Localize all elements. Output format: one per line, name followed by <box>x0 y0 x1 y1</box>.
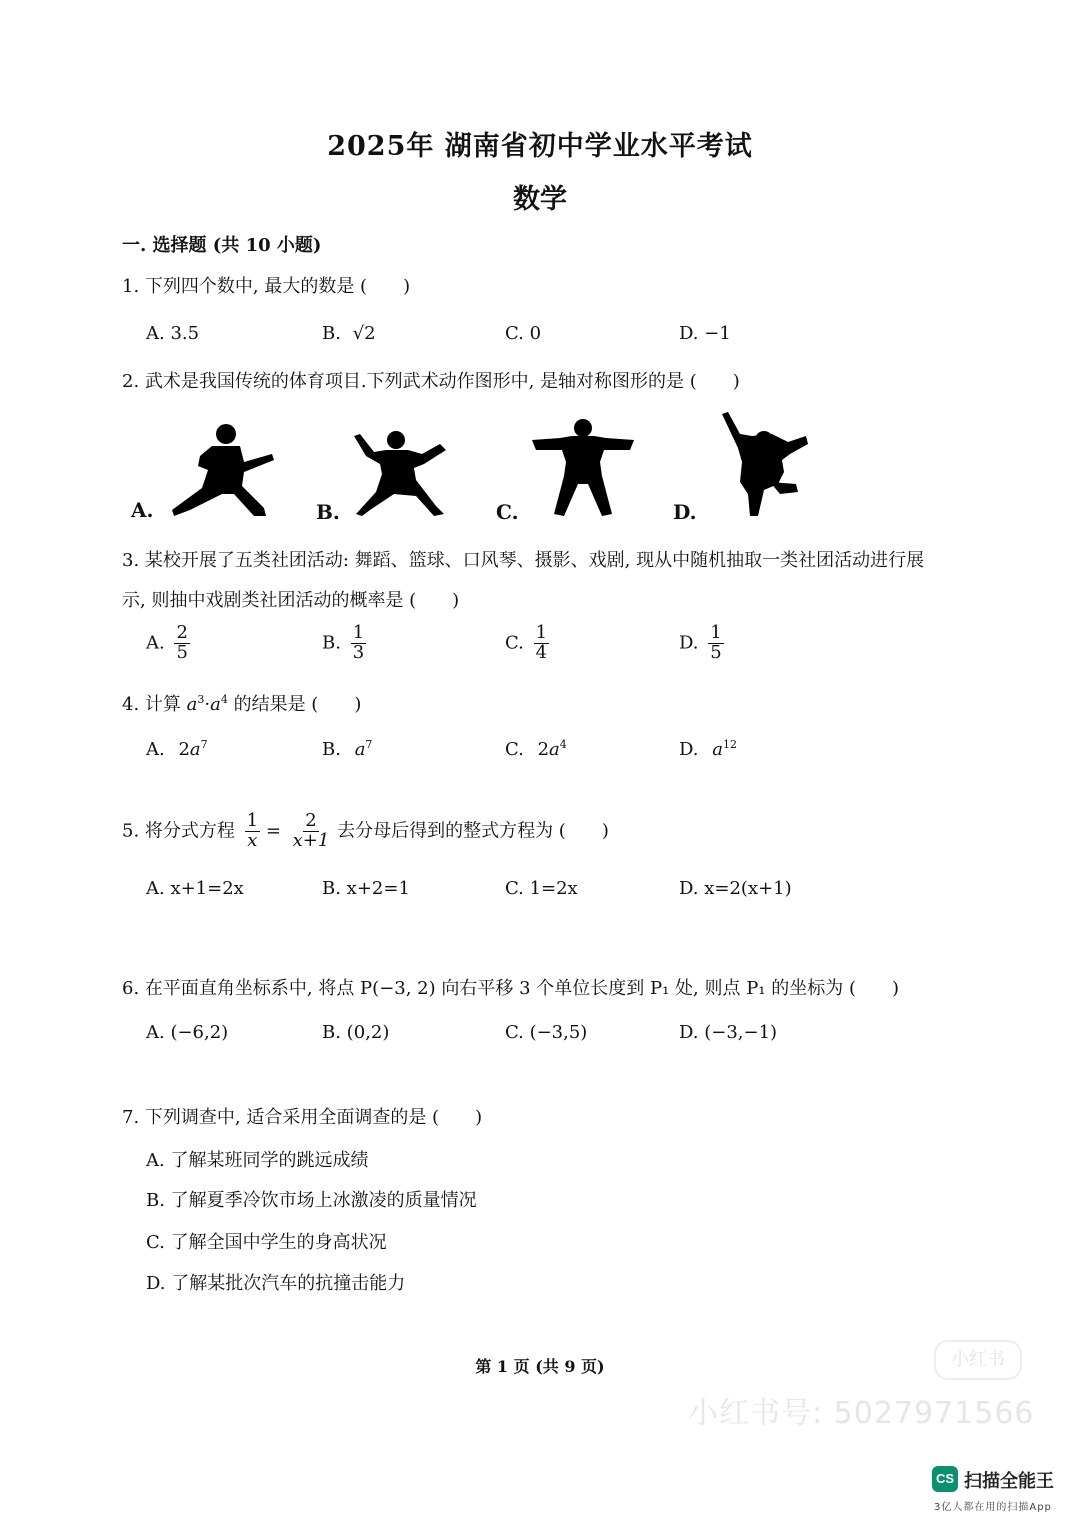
q5-equals: = <box>265 820 281 842</box>
q4-exp-1: 3 <box>197 693 205 706</box>
q4-option-c-base: a <box>549 739 560 760</box>
q3-option-d-den: 5 <box>710 641 722 663</box>
q1-option-d: D. −1 <box>679 323 731 344</box>
question-1: 1. 下列四个数中, 最大的数是 ( ) <box>122 276 411 297</box>
q7-option-d: D. 了解某批次汽车的抗撞击能力 <box>146 1273 406 1294</box>
q6-option-d: D. (−3,−1) <box>679 1022 778 1043</box>
q4-dot: · <box>204 694 211 715</box>
q3-option-d-num: 1 <box>710 622 722 643</box>
q5-option-a: A. x+1=2x <box>146 878 244 899</box>
martial-arts-figure-d <box>718 412 810 520</box>
q3-option-a-num: 2 <box>176 622 188 643</box>
q4-option-d-base: a <box>712 739 723 760</box>
camscanner-name: 扫描全能王 <box>964 1471 1054 1492</box>
q3-option-c-label: C. <box>505 632 524 654</box>
q5-right-num: 2 <box>305 810 317 831</box>
q3-option-a-den: 5 <box>176 641 188 663</box>
q3-option-b-label: B. <box>322 632 341 654</box>
figure-b-label: B. <box>316 500 340 524</box>
figure-d-label: D. <box>673 500 697 524</box>
question-3-line-2: 示, 则抽中戏剧类社团活动的概率是 ( ) <box>122 590 460 611</box>
question-5 <box>122 812 609 851</box>
martial-arts-figure-b <box>352 428 448 520</box>
xiaohongshu-watermark-badge: 小红书 <box>934 1340 1022 1380</box>
q3-option-d-label: D. <box>679 632 699 654</box>
q3-option-a <box>146 624 190 663</box>
xiaohongshu-watermark-id: 小红书号: 5027971566 <box>688 1396 1035 1431</box>
q3-option-c-num: 1 <box>535 622 548 643</box>
question-7: 7. 下列调查中, 适合采用全面调查的是 ( ) <box>122 1107 483 1128</box>
q4-base-1: a <box>186 694 198 715</box>
q4-option-a <box>146 738 208 760</box>
q3-option-c <box>505 624 549 663</box>
q6-option-a: A. (−6,2) <box>146 1022 229 1043</box>
q3-option-d <box>679 624 724 663</box>
q5-left-den: x <box>247 829 258 851</box>
martial-arts-figure-c <box>530 418 636 518</box>
q4-option-b <box>322 738 372 760</box>
q5-suffix: 去分母后得到的整式方程为 ( ) <box>337 820 609 842</box>
camscanner-tagline: 3亿人都在用的扫描App <box>934 1502 1052 1513</box>
q4-option-c-exp: 4 <box>559 738 567 751</box>
q1-option-b <box>322 323 376 344</box>
q4-option-a-label: A. <box>146 739 165 760</box>
figure-a-label: A. <box>131 498 154 522</box>
question-4 <box>122 690 361 716</box>
q4-option-b-base: a <box>354 739 366 760</box>
q4-base-2: a <box>210 694 221 715</box>
question-3-line-1: 3. 某校开展了五类社团活动: 舞蹈、篮球、口风琴、摄影、戏剧, 现从中随机抽取一类社团活动进行展 <box>122 550 925 571</box>
q7-option-a: A. 了解某班同学的跳远成绩 <box>146 1150 369 1171</box>
q1-option-b-sqrt: √2 <box>352 323 376 344</box>
q4-option-d-label: D. <box>679 739 699 760</box>
q4-suffix: 的结果是 ( ) <box>233 694 362 715</box>
q5-left-num: 1 <box>246 810 259 831</box>
q4-option-b-exp: 7 <box>365 738 373 751</box>
q6-option-b: B. (0,2) <box>322 1022 390 1043</box>
figure-c-label: C. <box>496 500 519 524</box>
martial-arts-figure-a <box>168 420 280 520</box>
q4-exp-2: 4 <box>220 693 228 706</box>
section-heading: 一. 选择题 (共 10 小题) <box>122 235 322 256</box>
q5-prefix: 5. 将分式方程 <box>122 820 235 842</box>
page-number: 第 1 页 (共 9 页) <box>475 1357 605 1376</box>
q4-option-c-coef: 2 <box>537 739 550 760</box>
q4-option-a-coef: 2 <box>178 739 190 760</box>
q4-option-a-exp: 7 <box>200 738 208 751</box>
q5-option-d: D. x=2(x+1) <box>679 878 792 899</box>
q4-prefix: 4. 计算 <box>122 694 181 715</box>
q3-option-b-den: 3 <box>352 641 365 663</box>
q5-option-c: C. 1=2x <box>505 878 578 899</box>
q3-option-b <box>322 624 366 663</box>
q1-option-b-label: B. <box>322 323 341 344</box>
exam-title: 2025年 湖南省初中学业水平考试 <box>327 131 753 162</box>
q4-option-c <box>505 738 567 760</box>
question-6: 6. 在平面直角坐标系中, 将点 P(−3, 2) 向右平移 3 个单位长度到 P₁ 处, 则点 P₁ 的坐标为 ( ) <box>122 978 900 999</box>
q4-option-a-base: a <box>189 739 201 760</box>
q5-option-b: B. x+2=1 <box>322 878 410 899</box>
subject-title: 数学 <box>513 184 567 215</box>
camscanner-logo-icon: CS <box>932 1466 958 1492</box>
q4-option-d <box>679 738 737 760</box>
q3-option-c-den: 4 <box>535 641 548 663</box>
q7-option-c: C. 了解全国中学生的身高状况 <box>146 1232 387 1253</box>
q1-option-c: C. 0 <box>505 323 542 344</box>
q7-option-b: B. 了解夏季冷饮市场上冰激凌的质量情况 <box>146 1190 477 1211</box>
q6-option-c: C. (−3,5) <box>505 1022 588 1043</box>
q5-right-den: x+1 <box>292 829 330 851</box>
question-2: 2. 武术是我国传统的体育项目.下列武术动作图形中, 是轴对称图形的是 ( ) <box>122 371 740 392</box>
q4-option-c-label: C. <box>505 739 524 760</box>
q1-option-a: A. 3.5 <box>146 323 200 344</box>
q3-option-b-num: 1 <box>352 622 365 643</box>
q3-option-a-label: A. <box>146 632 165 654</box>
q4-option-b-label: B. <box>322 739 341 760</box>
q4-option-d-exp: 12 <box>722 738 737 751</box>
